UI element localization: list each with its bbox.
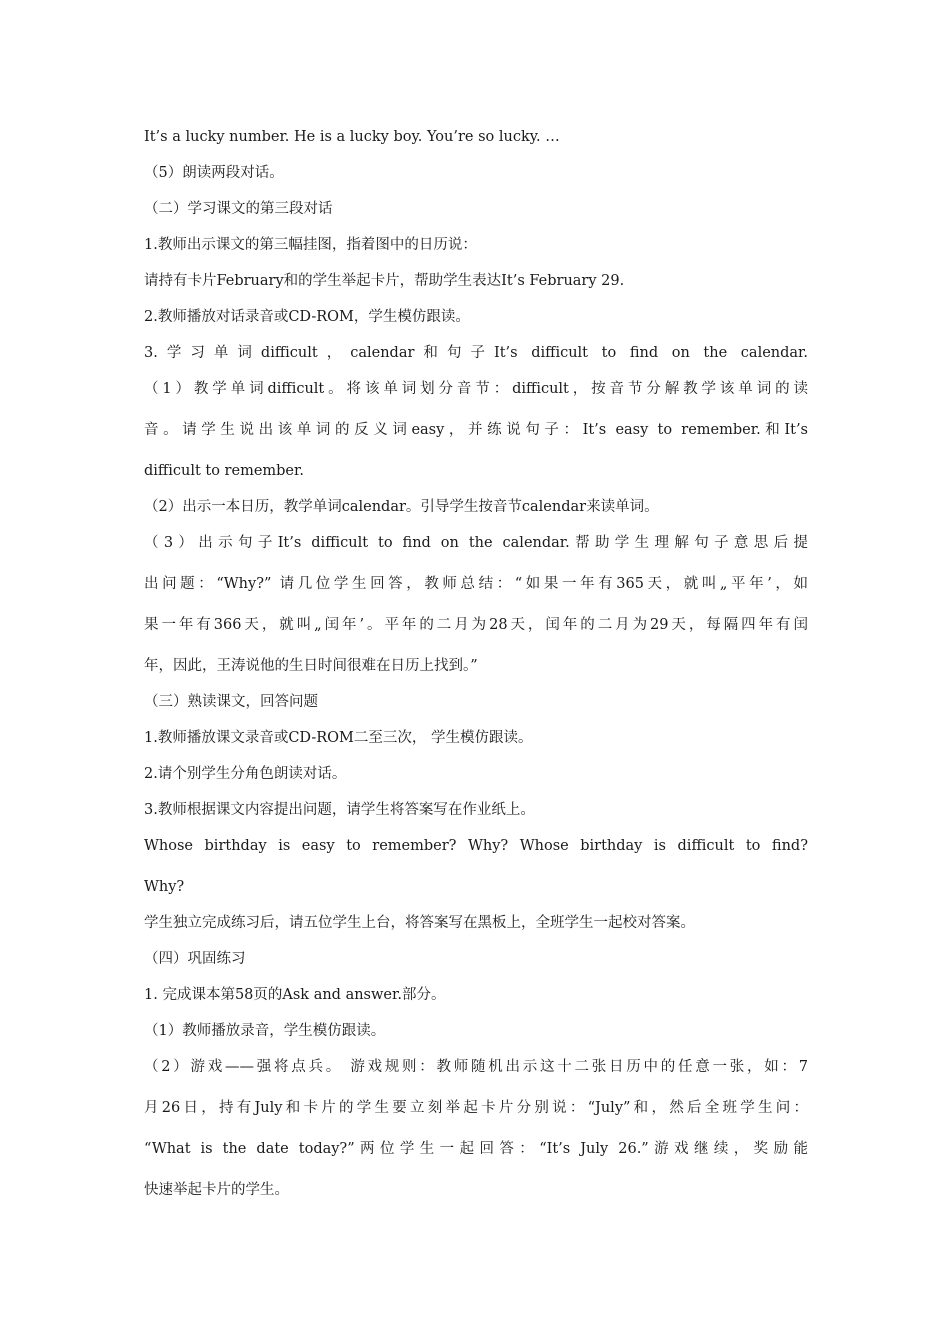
- text-line: 1. 完成课本第58页的Ask and answer.部分。: [144, 987, 446, 1003]
- text-line: 果一年有366天，就叫„闰年’。平年的二月为28天，闰年的二月为29天，每隔四年有闰: [144, 617, 808, 633]
- text-line: difficult to remember.: [144, 463, 304, 479]
- text-line: 3.教师根据课文内容提出问题，请学生将答案写在作业纸上。: [144, 802, 535, 818]
- text-line: 学生独立完成练习后，请五位学生上台，将答案写在黑板上，全班学生一起校对答案。: [144, 915, 695, 931]
- text-line: （1）教师播放录音，学生模仿跟读。: [144, 1023, 386, 1039]
- text-line: （5）朗读两段对话。: [144, 165, 284, 181]
- text-line: 快速举起卡片的学生。: [144, 1182, 289, 1198]
- text-line: 2.请个别学生分角色朗读对话。: [144, 766, 347, 782]
- text-line: 2.教师播放对话录音或CD-ROM，学生模仿跟读。: [144, 309, 470, 325]
- text-line: 3.学习单词difficult，calendar和句子It’s difficult to find on the calendar.: [144, 345, 808, 361]
- text-line: Why?: [144, 879, 185, 895]
- text-line: 月26日，持有July和卡片的学生要立刻举起卡片分别说：“July”和，然后全班学生问：: [144, 1100, 808, 1116]
- text-line: It’s a lucky number. He is a lucky boy. You’re so lucky. …: [144, 129, 560, 145]
- text-line: Whose birthday is easy to remember? Why? Whose birthday is difficult to find?: [144, 838, 808, 854]
- text-line: 1.教师出示课文的第三幅挂图，指着图中的日历说：: [144, 237, 477, 253]
- text-line: 年，因此，王涛说他的生日时间很难在日历上找到。”: [144, 658, 478, 674]
- text-line: （3）出示句子It’s difficult to find on the calendar.帮助学生理解句子意思后提: [144, 535, 808, 551]
- text-line: （2）游戏——强将点兵。 游戏规则：教师随机出示这十二张日历中的任意一张，如：7: [144, 1059, 808, 1075]
- text-line: （1）教学单词difficult。将该单词划分音节：difficult，按音节分解教学该单词的读: [144, 381, 808, 397]
- text-line: “What is the date today?”两位学生一起回答：“It’s July 26.”游戏继续，奖励能: [144, 1141, 808, 1157]
- text-line: 请持有卡片February和的学生举起卡片，帮助学生表达It’s February 29.: [144, 273, 625, 289]
- text-line: 1.教师播放课文录音或CD-ROM二至三次， 学生模仿跟读。: [144, 730, 533, 746]
- text-line: 出问题：“Why?” 请几位学生回答，教师总结：“如果一年有365天，就叫„平年’，如: [144, 576, 808, 592]
- section-heading: （四）巩固练习: [144, 951, 246, 967]
- text-line: 音。请学生说出该单词的反义词easy，并练说句子：It’s easy to remember.和It’s: [144, 422, 808, 438]
- section-heading: （二）学习课文的第三段对话: [144, 201, 333, 217]
- text-line: （2）出示一本日历，教学单词calendar。引导学生按音节calendar来读单词。: [144, 499, 659, 515]
- section-heading: （三）熟读课文，回答问题: [144, 694, 318, 710]
